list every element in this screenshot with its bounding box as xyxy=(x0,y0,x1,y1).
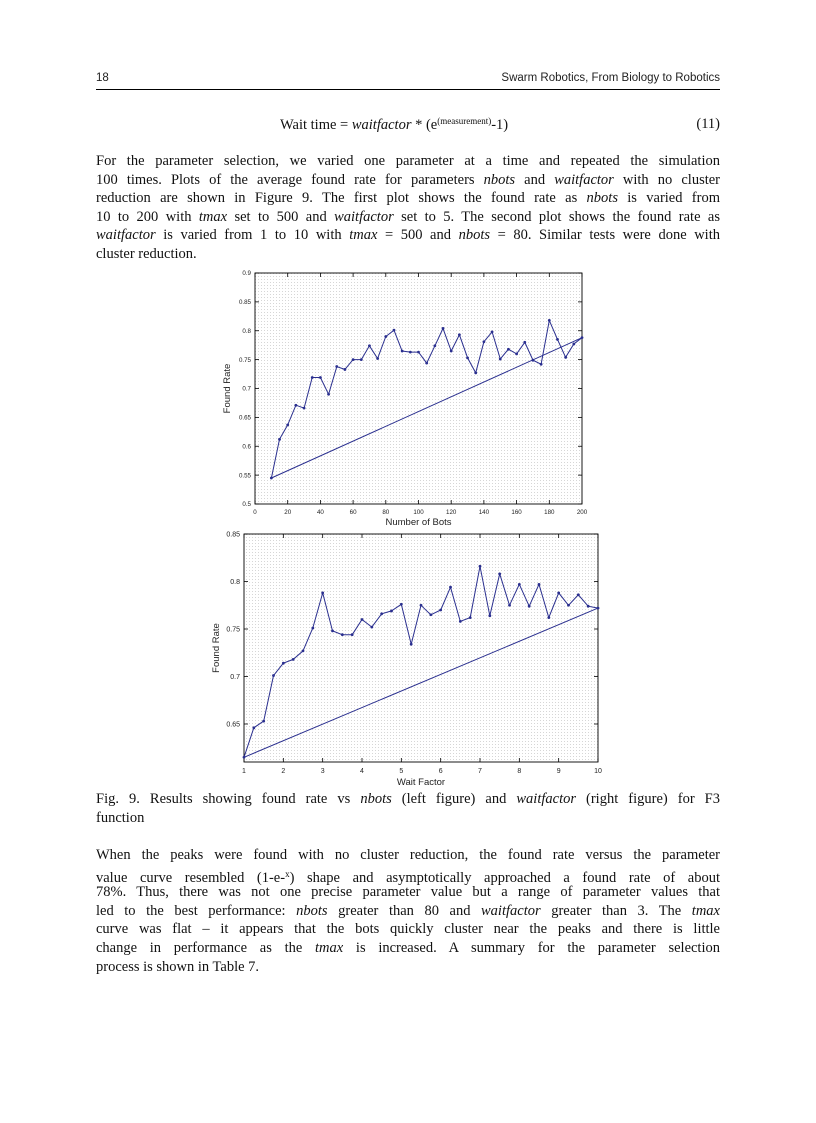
text: cluster reduction. xyxy=(96,245,197,262)
x-tick-label: 9 xyxy=(556,768,561,775)
data-point xyxy=(282,662,285,665)
text-line xyxy=(96,790,720,809)
text: Fig. 9. Results showing found rate vs xyxy=(96,791,361,807)
data-point xyxy=(483,340,486,343)
data-point xyxy=(303,407,306,410)
term: waitfactor xyxy=(516,791,576,807)
data-point xyxy=(327,393,330,396)
text-line xyxy=(96,865,720,884)
term: waitfactor xyxy=(96,227,156,244)
data-point xyxy=(498,573,501,576)
data-point xyxy=(410,643,413,646)
text-line xyxy=(96,958,720,977)
book-title: Swarm Robotics, From Biology to Robotics xyxy=(501,72,720,84)
text-line xyxy=(96,902,720,921)
term: nbots xyxy=(483,171,516,188)
data-point xyxy=(577,593,580,596)
y-tick-label: 0.9 xyxy=(242,270,251,278)
x-tick-label: 10 xyxy=(594,768,602,775)
data-point xyxy=(360,358,363,361)
data-point xyxy=(567,604,570,607)
text: with no cluster xyxy=(613,171,721,188)
x-tick-label: 4 xyxy=(360,768,364,775)
x-tick-label: 120 xyxy=(446,509,457,517)
data-point xyxy=(321,592,324,595)
term: tmax xyxy=(349,227,378,244)
data-point xyxy=(417,351,420,354)
term: nbots xyxy=(296,902,328,919)
data-point xyxy=(518,583,521,586)
x-tick-label: 8 xyxy=(517,768,522,775)
x-tick-label: 6 xyxy=(438,768,443,775)
x-tick-label: 40 xyxy=(316,509,324,517)
text: (right figure) for F3 xyxy=(576,791,720,807)
paragraph-results xyxy=(96,846,720,976)
data-point xyxy=(331,630,334,633)
y-tick-label: 0.75 xyxy=(226,626,240,634)
data-point xyxy=(450,350,453,353)
text-line xyxy=(96,846,720,865)
y-tick-label: 0.65 xyxy=(226,721,240,729)
y-tick-label: 0.85 xyxy=(238,299,251,307)
text-line xyxy=(96,920,720,939)
data-point xyxy=(433,344,436,347)
x-tick-label: 7 xyxy=(478,768,482,775)
x-tick-label: 100 xyxy=(413,509,424,517)
text: function xyxy=(96,809,145,826)
text-line xyxy=(96,883,720,902)
text: set to 5. The second plot shows the found rate as xyxy=(393,208,720,225)
data-point xyxy=(442,327,445,330)
term: tmax xyxy=(198,208,228,225)
equation-number: (11) xyxy=(696,116,720,132)
y-tick-label: 0.85 xyxy=(226,531,240,539)
figure-caption xyxy=(96,790,720,827)
y-tick-label: 0.7 xyxy=(242,385,251,393)
data-point xyxy=(401,350,404,353)
y-tick-label: 0.75 xyxy=(238,356,251,364)
data-point xyxy=(352,358,355,361)
text: curve was flat – it appears that the bots quickly cluster near the peaks and there is little xyxy=(96,921,720,938)
text: set to 500 and xyxy=(227,208,335,225)
x-tick-label: 200 xyxy=(576,509,588,517)
text: greater than 80 and xyxy=(327,902,482,919)
data-point xyxy=(368,344,371,347)
data-point xyxy=(420,604,423,607)
text: is varied from 1 to 10 with xyxy=(155,227,350,244)
text: change in performance as the xyxy=(96,939,316,956)
data-point xyxy=(572,343,575,346)
x-tick-label: 160 xyxy=(511,509,522,517)
x-axis-label: Wait Factor xyxy=(396,777,446,788)
data-point xyxy=(439,609,442,612)
text: process is shown in Table 7. xyxy=(96,958,260,975)
data-point xyxy=(425,362,428,365)
text: value curve resembled (1-e- xyxy=(96,869,286,886)
data-point xyxy=(252,726,255,729)
data-point xyxy=(515,352,518,355)
data-point xyxy=(409,351,412,354)
text: is increased. A summary for the parameter selection xyxy=(343,939,720,956)
x-tick-label: 180 xyxy=(544,509,555,517)
x-tick-label: 80 xyxy=(382,509,390,517)
data-point xyxy=(466,356,469,359)
data-point xyxy=(508,604,511,607)
x-tick-label: 140 xyxy=(478,509,490,517)
text: = 500 and xyxy=(377,227,459,244)
term: waitfactor xyxy=(481,902,541,919)
text: and xyxy=(515,171,555,188)
data-point xyxy=(556,338,559,341)
data-point xyxy=(351,633,354,636)
plot-grid-background xyxy=(255,273,582,504)
text: led to the best performance: xyxy=(96,902,297,919)
term: waitfactor xyxy=(334,208,394,225)
data-point xyxy=(507,348,510,351)
text: For the parameter selection, we varied one parameter at a time and repeated the simulation xyxy=(96,153,720,169)
y-tick-label: 0.55 xyxy=(238,472,251,480)
x-axis-label: Number of Bots xyxy=(385,517,452,528)
x-tick-label: 1 xyxy=(242,768,246,775)
text: is varied from xyxy=(617,190,720,207)
x-tick-label: 60 xyxy=(349,509,357,517)
y-tick-label: 0.8 xyxy=(230,578,240,586)
page-number: 18 xyxy=(96,72,109,84)
data-point xyxy=(474,372,477,375)
text: (left figure) and xyxy=(391,791,517,807)
data-point xyxy=(557,592,560,595)
data-point xyxy=(491,331,494,334)
superscript: x xyxy=(285,868,290,879)
chart-found-rate-vs-waitfactor xyxy=(211,531,602,788)
data-point xyxy=(538,583,541,586)
chart-found-rate-vs-nbots xyxy=(222,270,588,528)
x-tick-label: 20 xyxy=(284,509,292,517)
equation-exponent: (measurement) xyxy=(437,116,492,126)
y-tick-label: 0.8 xyxy=(242,327,251,335)
y-tick-label: 0.6 xyxy=(242,443,251,451)
data-point xyxy=(361,618,364,621)
data-point xyxy=(429,613,432,616)
data-point xyxy=(488,614,491,617)
text: = 80. Similar tests were done with xyxy=(490,227,720,244)
data-point xyxy=(319,376,322,379)
equation-tail: -1) xyxy=(491,117,509,133)
data-point xyxy=(523,341,526,344)
y-tick-label: 0.7 xyxy=(230,673,240,681)
data-point xyxy=(272,674,275,677)
text: 78%. Thus, there was not one precise parameter value but a range of parameter values that xyxy=(96,884,720,901)
data-point xyxy=(400,603,403,606)
x-tick-label: 3 xyxy=(320,768,325,775)
data-point xyxy=(278,438,281,441)
data-point xyxy=(370,626,373,629)
data-point xyxy=(528,605,531,608)
equation-factor: waitfactor xyxy=(351,117,412,133)
y-tick-label: 0.65 xyxy=(238,414,251,422)
data-point xyxy=(380,612,383,615)
y-axis-label: Found Rate xyxy=(211,623,222,673)
equation-mid: * (e xyxy=(411,117,438,133)
y-tick-label: 0.5 xyxy=(242,501,251,509)
term: waitfactor xyxy=(554,171,614,188)
data-point xyxy=(540,363,543,366)
data-point xyxy=(311,376,314,379)
data-point xyxy=(344,368,347,371)
text: reduction are shown in Figure 9. The first plot shows the found rate as xyxy=(96,190,587,207)
data-point xyxy=(479,565,482,568)
data-point xyxy=(286,423,289,426)
data-point xyxy=(341,633,344,636)
data-point xyxy=(335,365,338,368)
text: 10 to 200 with xyxy=(96,208,199,225)
text-line xyxy=(96,939,720,958)
text: ) shape and asymptotically approached a found rate of about xyxy=(289,869,720,886)
equation-lhs: Wait time = xyxy=(280,117,352,133)
x-tick-label: 5 xyxy=(399,768,404,775)
data-point xyxy=(587,605,590,608)
term: tmax xyxy=(315,939,344,956)
data-point xyxy=(459,620,462,623)
y-axis-label: Found Rate xyxy=(222,363,233,414)
data-point xyxy=(449,586,452,589)
x-tick-label: 2 xyxy=(281,768,286,775)
data-point xyxy=(564,356,567,359)
data-point xyxy=(311,627,314,630)
data-point xyxy=(393,329,396,332)
text: greater than 3. The xyxy=(540,902,692,919)
plot-grid-background xyxy=(244,534,598,762)
text-line xyxy=(96,809,720,828)
x-tick-label: 0 xyxy=(253,509,257,517)
data-point xyxy=(292,658,295,661)
data-point xyxy=(548,319,551,322)
term: nbots xyxy=(586,190,618,207)
data-point xyxy=(302,649,305,652)
term: nbots xyxy=(458,227,490,244)
data-point xyxy=(499,358,502,361)
term: nbots xyxy=(360,791,392,807)
text: 100 times. Plots of the average found rate for parameters xyxy=(96,171,484,188)
term: tmax xyxy=(691,902,720,919)
data-point xyxy=(376,357,379,360)
text: When the peaks were found with no cluster reduction, the found rate versus the parameter xyxy=(96,847,720,863)
data-point xyxy=(547,616,550,619)
data-point xyxy=(469,616,472,619)
data-point xyxy=(384,335,387,338)
data-point xyxy=(390,610,393,613)
data-point xyxy=(294,404,297,407)
data-point xyxy=(262,720,265,723)
data-point xyxy=(458,333,461,336)
